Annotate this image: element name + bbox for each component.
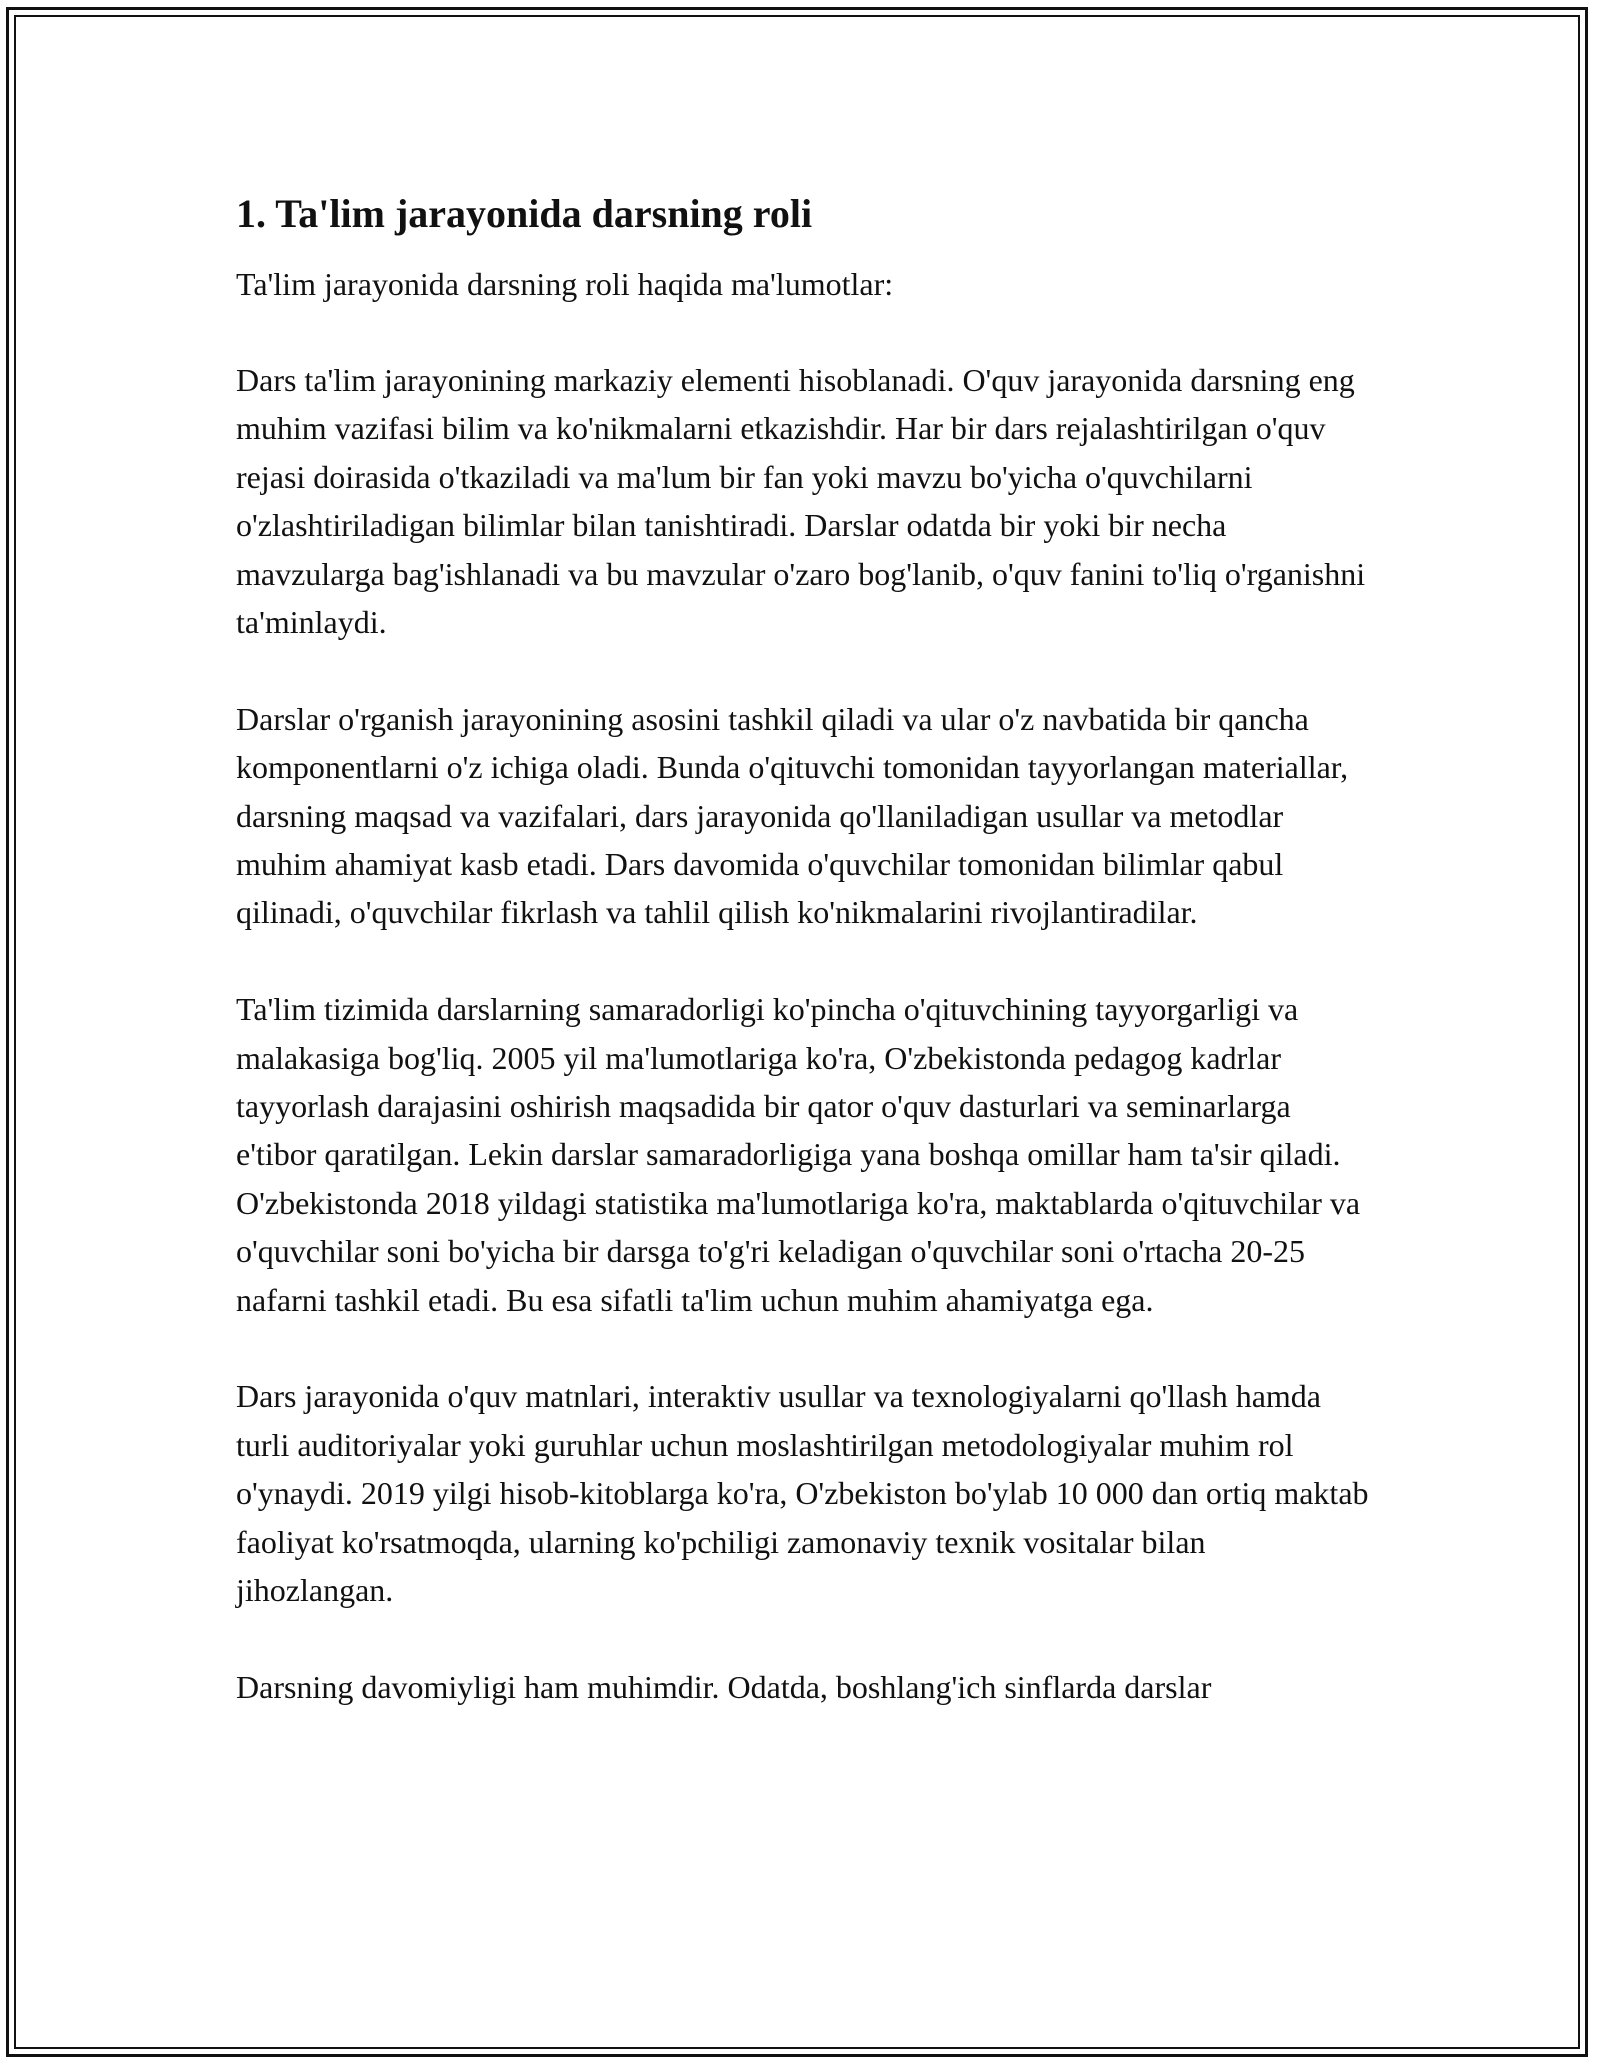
paragraph-5: Darsning davomiyligi ham muhimdir. Odatda, boshlang'ich sinflarda darslar [236, 1668, 1212, 1705]
document-body [236, 188, 1370, 1760]
intro-text: Ta'lim jarayonida darsning roli haqida ma'lumotlar: [236, 266, 894, 302]
paragraph-4: Dars jarayonida o'quv matnlari, interaktiv usullar va texnologiyalarni qo'llash hamda turli auditoriyalar yoki guruhlar uchun moslashtirilgan metodologiyalar muhim rol o'ynaydi. 2019 yilgi hisob-kitoblarga ko'ra, O'zbekiston bo'ylab 10 000 dan ortiq maktab faoliyat ko'rsatmoqda, ularning ko'pchiligi zamonaviy texnik vositalar bilan jihozlangan. [236, 1378, 1369, 1609]
paragraph-2: Darslar o'rganish jarayonining asosini tashkil qiladi va ular o'z navbatida bir qancha komponentlarni o'z ichiga oladi. Bunda o'qituvchi tomonidan tayyorlangan materiallar, darsning maqsad va vazifalari, dars jarayonida qo'llaniladigan usullar va metodlar muhim ahamiyat kasb etadi. Dars davomida o'quvchilar tomonidan bilimlar qabul qilinadi, o'quvchilar fikrlash va tahlil qilish ko'nikmalarini rivojlantiradilar. [236, 700, 1349, 931]
paragraph-3: Ta'lim tizimida darslarning samaradorligi ko'pincha o'qituvchining tayyorgarligi va malakasiga bog'liq. 2005 yil ma'lumotlariga ko'ra, O'zbekistonda pedagog kadrlar tayyorlash darajasini oshirish maqsadida bir qator o'quv dasturlari va seminarlarga e'tibor qaratilgan. Lekin darslar samaradorligiga yana boshqa omillar ham ta'sir qiladi. O'zbekistonda 2018 yildagi statistika ma'lumotlariga ko'ra, maktablarda o'qituvchilar va o'quvchilar soni bo'yicha bir darsga to'g'ri keladigan o'quvchilar soni o'rtacha 20-25 nafarni tashkil etadi. Bu esa sifatli ta'lim uchun muhim ahamiyatga ega. [236, 991, 1361, 1318]
section-heading: 1. Ta'lim jarayonida darsning roli [236, 191, 813, 236]
paragraph-1: Dars ta'lim jarayonining markaziy elementi hisoblanadi. O'quv jarayonida darsning eng muhim vazifasi bilim va ko'nikmalarni etkazishdir. Har bir dars rejalashtirilgan o'quv rejasi doirasida o'tkaziladi va ma'lum bir fan yoki mavzu bo'yicha o'quvchilarni o'zlashtiriladigan bilimlar bilan tanishtiradi. Darslar odatda bir yoki bir necha mavzularga bag'ishlanadi va bu mavzular o'zaro bog'lanib, o'quv fanini to'liq o'rganishni ta'minlaydi. [236, 362, 1366, 641]
